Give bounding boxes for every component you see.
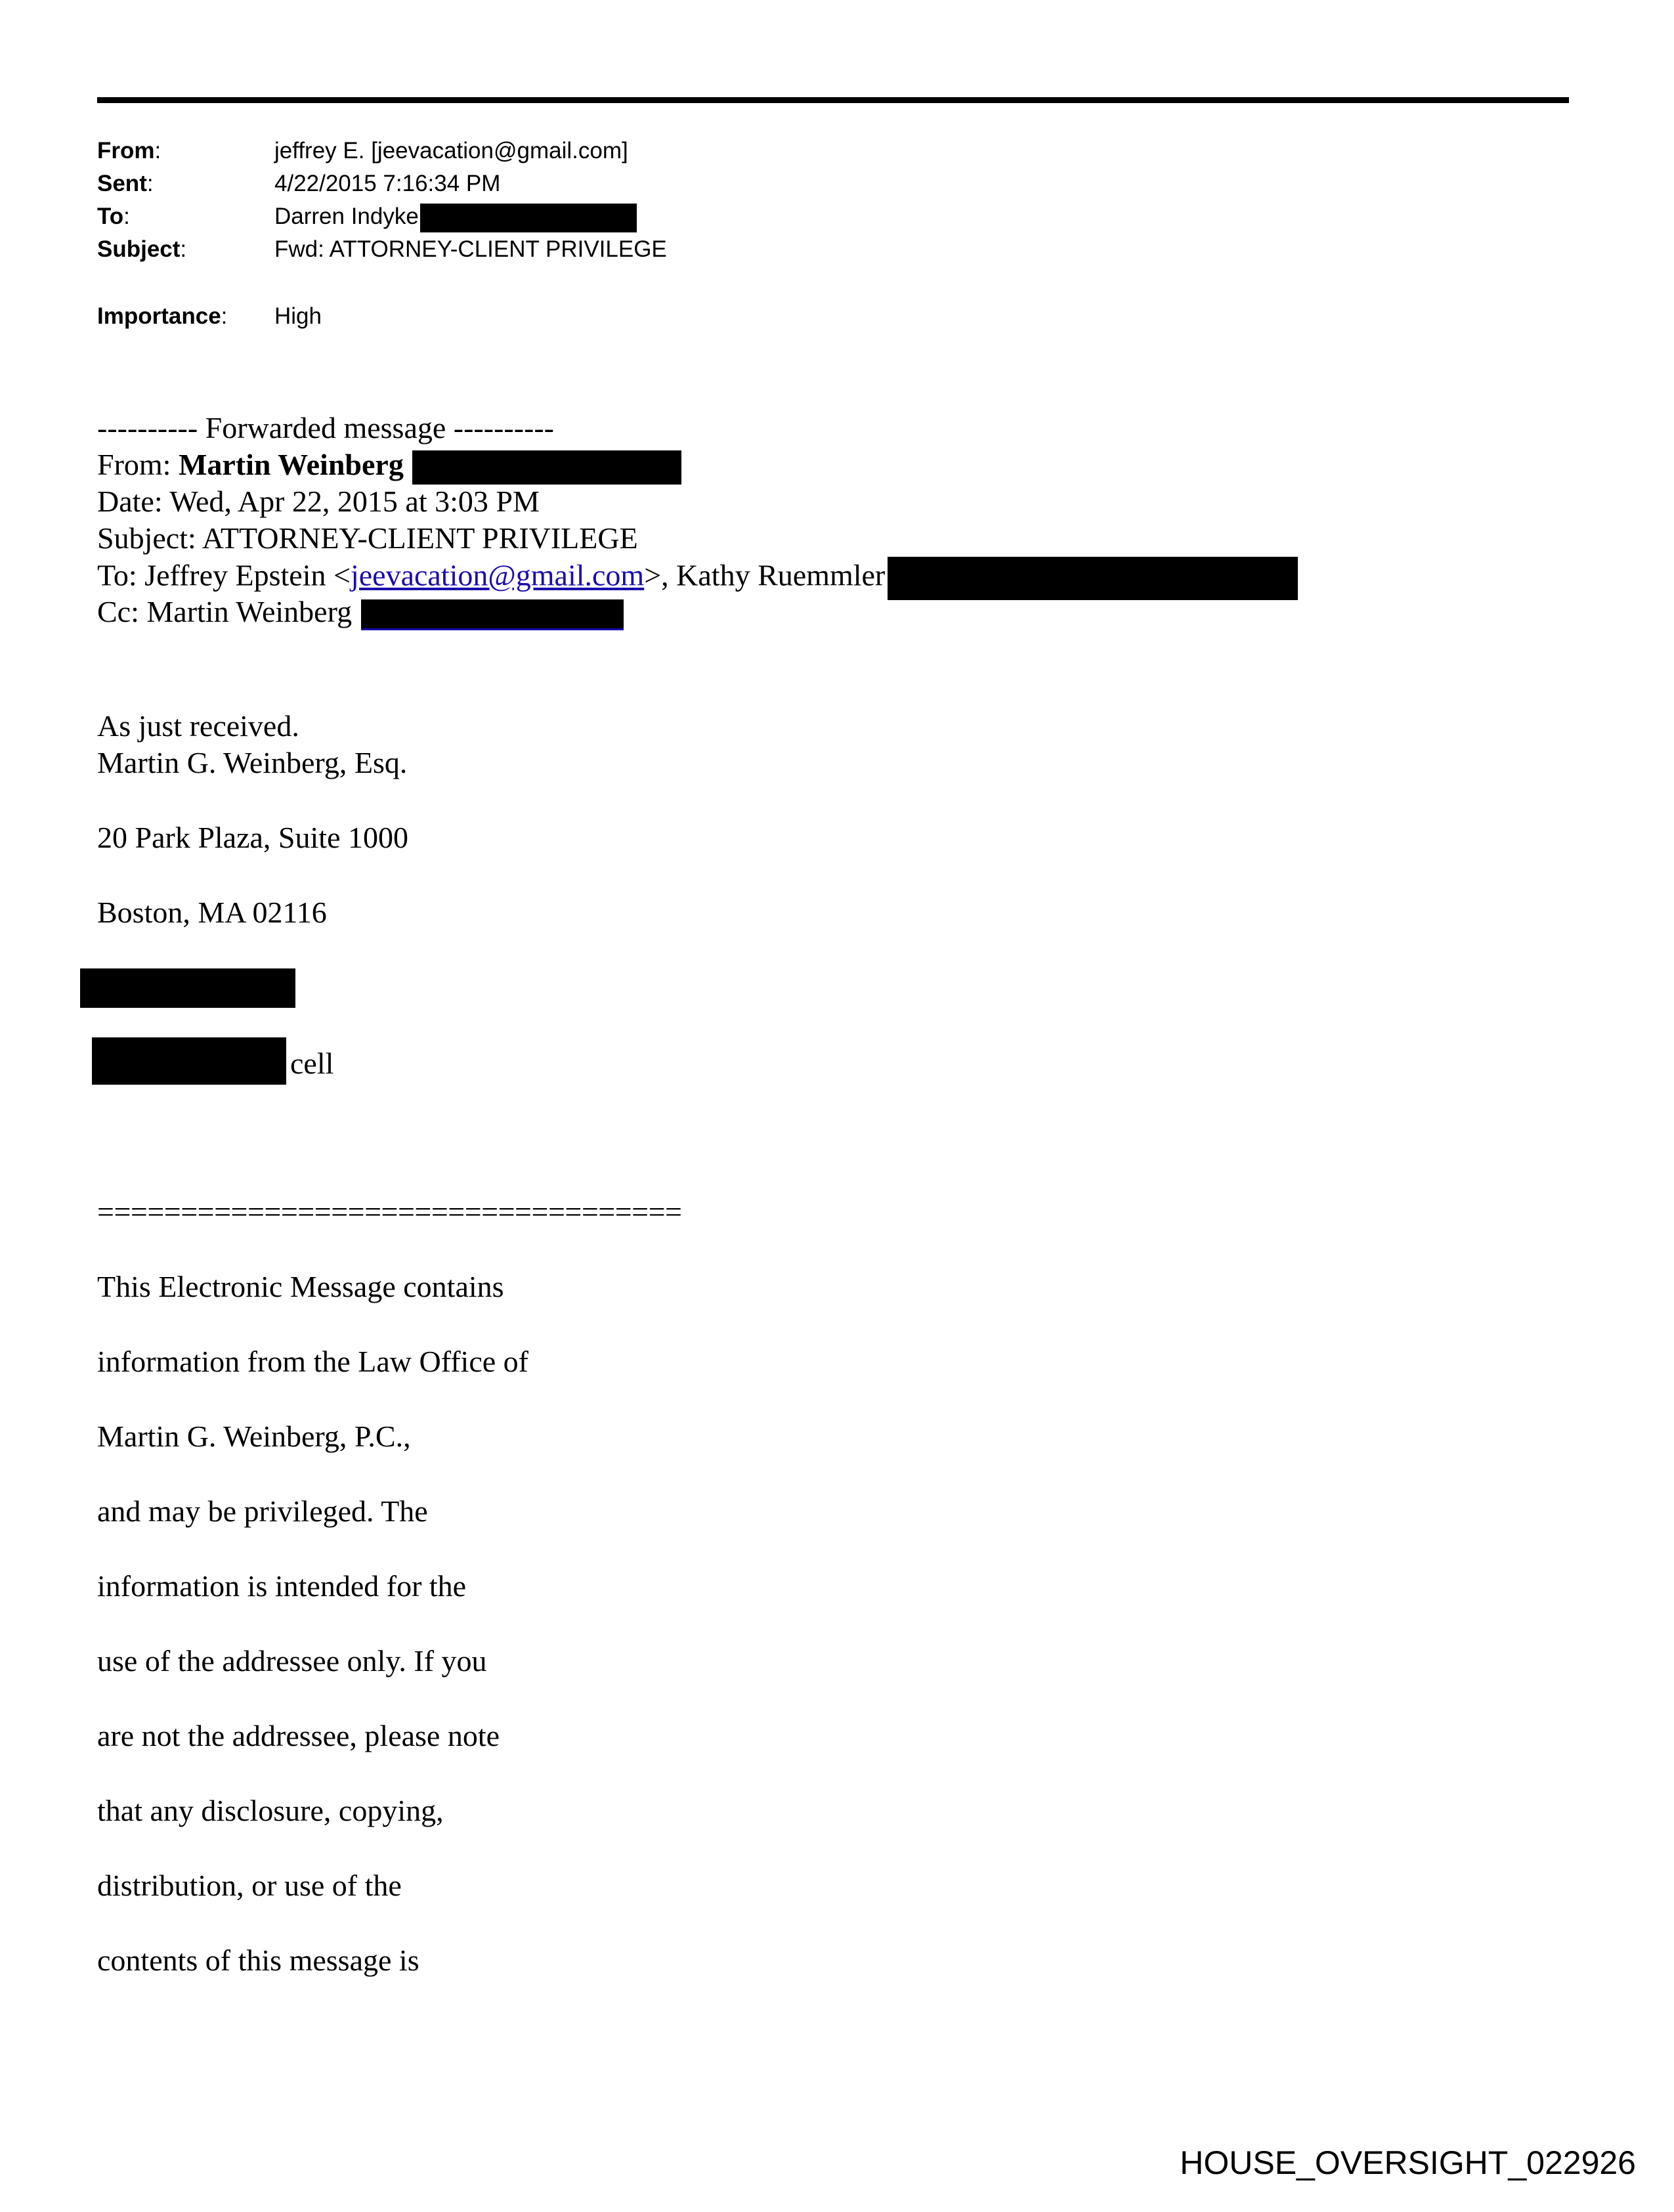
address-line1: 20 Park Plaza, Suite 1000 xyxy=(97,821,408,854)
disclaimer-line: are not the addressee, please note xyxy=(97,1719,500,1752)
subject-value: Fwd: ATTORNEY-CLIENT PRIVILEGE xyxy=(274,236,667,262)
body-line1: As just received. xyxy=(97,709,299,743)
disclaimer-line: and may be privileged. The xyxy=(97,1494,428,1528)
forwarded-separator: ---------- Forwarded message ---------- xyxy=(97,411,554,445)
from-label: From: xyxy=(97,138,161,163)
disclaimer-line: use of the addressee only. If you xyxy=(97,1644,487,1678)
forwarded-from-name: Martin Weinberg xyxy=(178,448,404,481)
header-from-row xyxy=(97,135,1016,167)
redaction-from-email xyxy=(412,450,681,485)
sent-value: 4/22/2015 7:16:34 PM xyxy=(274,171,501,196)
disclaimer-line: contents of this message is xyxy=(97,1943,419,1977)
redaction-ruemmler-email xyxy=(888,557,1298,600)
forwarded-subject-line: Subject: ATTORNEY-CLIENT PRIVILEGE xyxy=(97,521,638,555)
disclaimer-line: information from the Law Office of xyxy=(97,1345,528,1378)
address-line2: Boston, MA 02116 xyxy=(97,896,327,929)
top-rule xyxy=(97,97,1569,103)
header-importance-row xyxy=(97,300,1016,333)
bates-number: HOUSE_OVERSIGHT_022926 xyxy=(1180,2144,1636,2181)
signature-name: Martin G. Weinberg, Esq. xyxy=(97,746,408,779)
subject-label: Subject: xyxy=(97,236,187,262)
forwarded-from-line: From: Martin Weinberg xyxy=(97,446,681,485)
header-subject-row xyxy=(97,233,1016,266)
redaction-cc-email xyxy=(361,599,624,630)
disclaimer-line: information is intended for the xyxy=(97,1569,467,1603)
forwarded-date-line: Date: Wed, Apr 22, 2015 at 3:03 PM xyxy=(97,485,540,518)
body-divider: =================================== xyxy=(97,1195,682,1228)
importance-label: Importance: xyxy=(97,303,228,329)
cell-label: cell xyxy=(290,1047,334,1080)
redaction-phone xyxy=(80,968,295,1008)
from-value: jeffrey E. [jeevacation@gmail.com] xyxy=(274,138,628,163)
to-label: To: xyxy=(97,204,130,229)
to-value: Darren Indyke xyxy=(274,200,637,233)
header-to-row xyxy=(97,200,1016,233)
forwarded-cc-line: Cc: Martin Weinberg xyxy=(97,594,624,630)
sent-label: Sent: xyxy=(97,171,154,196)
disclaimer-line: that any disclosure, copying, xyxy=(97,1794,444,1827)
redaction-cell xyxy=(92,1037,286,1085)
importance-value: High xyxy=(274,303,322,329)
disclaimer-line: This Electronic Message contains xyxy=(97,1270,504,1303)
disclaimer-line: distribution, or use of the xyxy=(97,1869,402,1902)
header-sent-row xyxy=(97,167,1016,200)
forwarded-to-line: To: Jeffrey Epstein <jeevacation@gmail.com>, Kathy Ruemmler xyxy=(97,557,1298,600)
to-email-link[interactable]: jeevacation@gmail.com xyxy=(350,558,645,592)
disclaimer-line: Martin G. Weinberg, P.C., xyxy=(97,1420,411,1453)
redaction-to-email xyxy=(420,204,637,232)
